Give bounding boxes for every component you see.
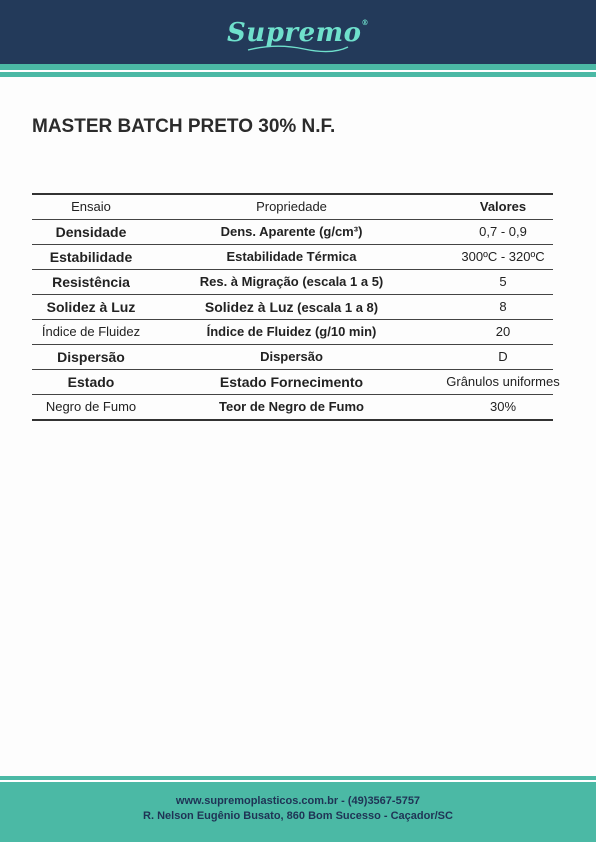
table-row xyxy=(32,319,553,344)
row-valor: 300ºC - 320ºC xyxy=(461,249,545,264)
row-propriedade: Estado Fornecimento xyxy=(219,374,364,390)
table-row xyxy=(32,219,553,244)
logo-swoosh-icon xyxy=(246,44,350,54)
row-propriedade: Teor de Negro de Fumo xyxy=(219,399,364,414)
row-ensaio: Estado xyxy=(67,374,115,390)
row-ensaio: Índice de Fluidez xyxy=(41,324,141,339)
row-valor: 5 xyxy=(499,274,507,289)
row-ensaio: Resistência xyxy=(52,274,130,290)
row-valor: Grânulos uniformes xyxy=(446,374,560,389)
row-valor: D xyxy=(498,349,508,364)
properties-table xyxy=(32,193,560,421)
table-header-row xyxy=(32,193,553,219)
row-valor: 20 xyxy=(495,324,511,339)
registered-mark: ® xyxy=(361,18,369,27)
table-row xyxy=(32,394,553,421)
row-propriedade: Dens. Aparente (g/cm³) xyxy=(220,224,363,239)
column-header-ensaio: Ensaio xyxy=(71,199,111,214)
table-row xyxy=(32,369,560,394)
footer-address-line: R. Nelson Eugênio Busato, 860 Bom Sucesso - Caçador/SC xyxy=(143,810,453,822)
row-propriedade xyxy=(150,295,433,319)
table-row xyxy=(32,269,553,294)
row-ensaio: Dispersão xyxy=(57,349,125,365)
footer-contact-line: www.supremoplasticos.com.br - (49)3567-5757 xyxy=(175,795,421,807)
row-propriedade-scale: (escala 1 a 8) xyxy=(293,300,379,315)
row-valor: 0,7 - 0,9 xyxy=(479,224,527,239)
column-header-valores: Valores xyxy=(479,199,527,214)
row-valor: 30% xyxy=(489,399,517,414)
row-ensaio: Estabilidade xyxy=(49,249,133,265)
brand-logo-text: Supremo xyxy=(227,18,362,48)
table-row xyxy=(32,244,553,269)
row-ensaio: Solidez à Luz xyxy=(46,299,136,315)
footer-bar xyxy=(0,782,596,842)
row-propriedade: Estabilidade Térmica xyxy=(226,249,357,264)
row-propriedade: Índice de Fluidez (g/10 min) xyxy=(206,324,377,339)
document-title: MASTER BATCH PRETO 30% N.F. xyxy=(32,116,336,137)
header-stripe-lower xyxy=(0,72,596,77)
row-propriedade: Dispersão xyxy=(260,349,323,364)
row-propriedade-main: Solidez à Luz xyxy=(204,299,294,315)
column-header-propriedade: Propriedade xyxy=(256,199,327,214)
row-ensaio: Densidade xyxy=(55,224,127,240)
row-ensaio: Negro de Fumo xyxy=(45,399,137,414)
table-row xyxy=(32,344,553,369)
row-propriedade: Res. à Migração (escala 1 a 5) xyxy=(199,274,384,289)
table-row xyxy=(32,294,553,319)
row-valor: 8 xyxy=(499,299,507,314)
